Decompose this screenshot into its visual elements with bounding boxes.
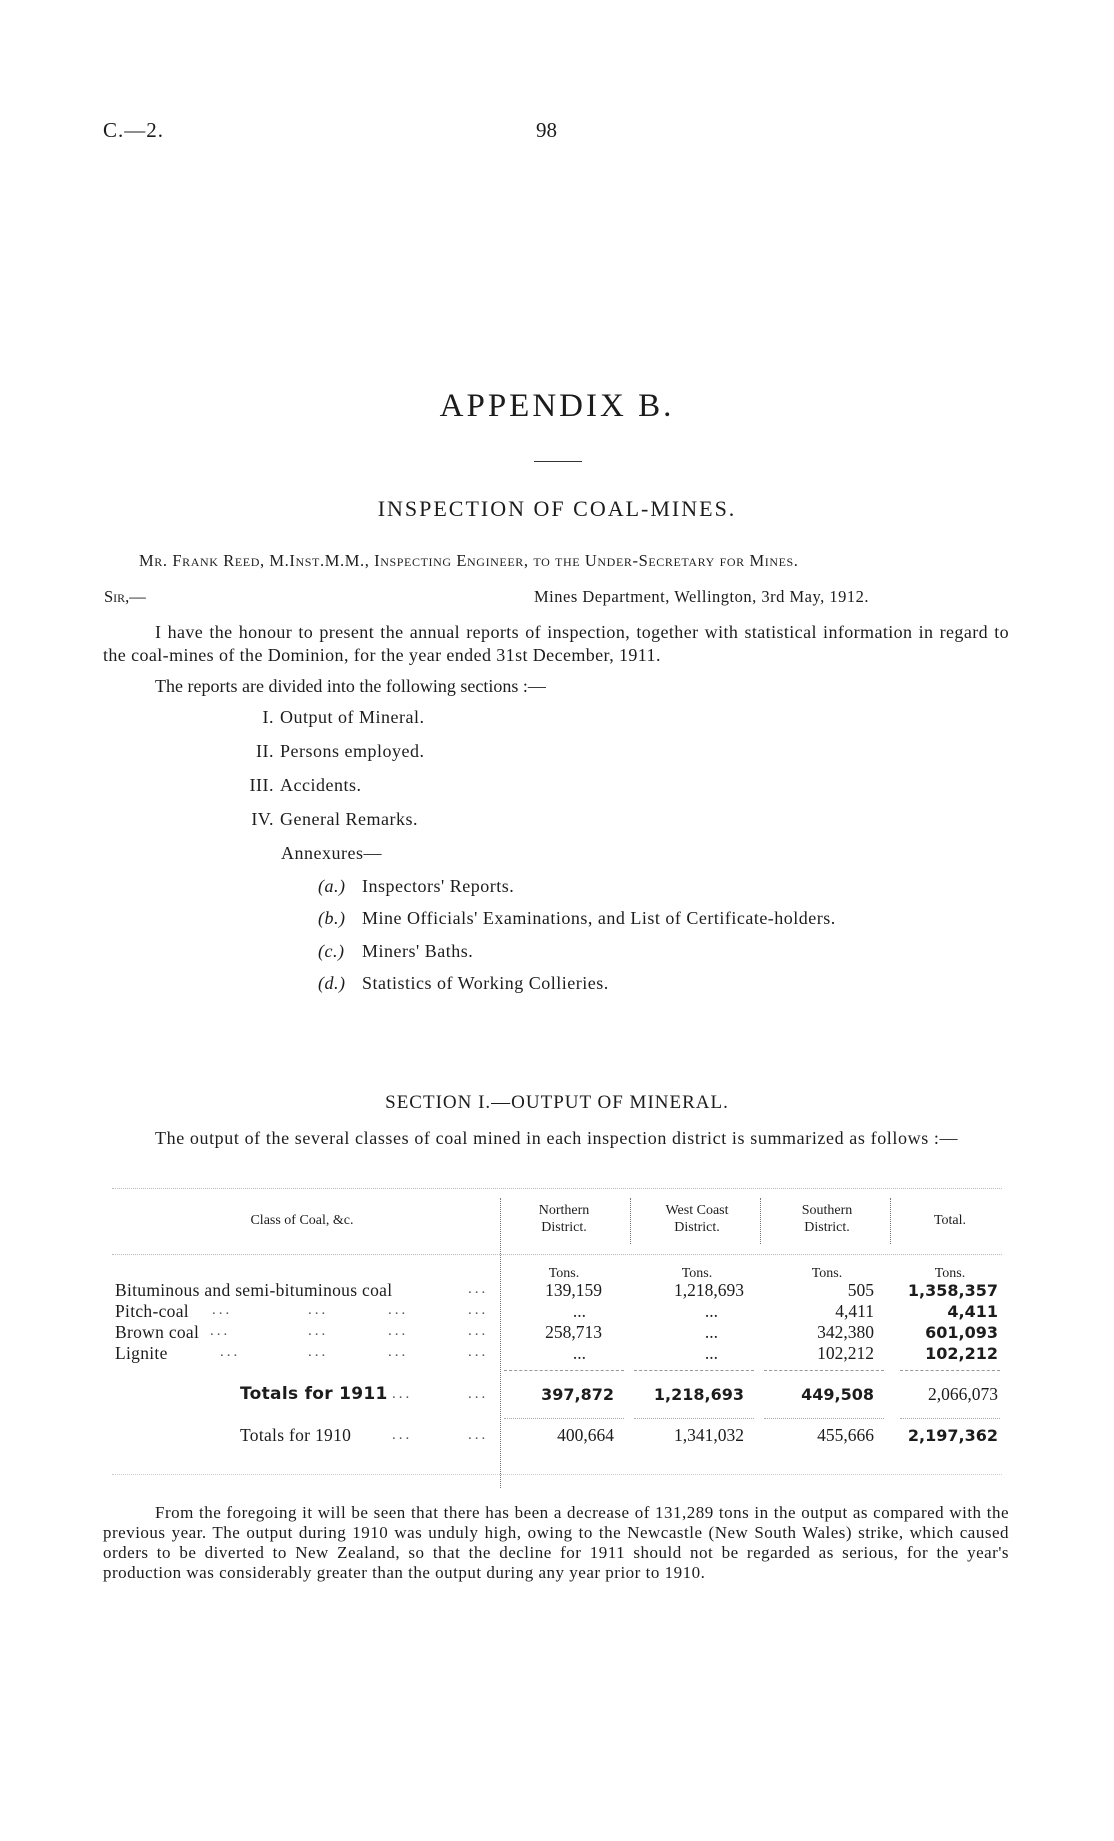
totals-1910-label: Totals for 1910 [240,1425,352,1445]
table-cell: 2,197,362 [907,1426,998,1445]
list-item-label: Statistics of Working Collieries. [362,973,609,993]
column-divider [890,1198,891,1244]
table-cell: ... [572,1343,586,1363]
leader-dots: ... [388,1344,409,1360]
row-label: Brown coal [115,1322,200,1342]
unit-label: Tons. [811,1266,843,1281]
table-cell: 1,218,693 [674,1280,744,1300]
table-cell: 601,093 [925,1323,998,1342]
unit-label: Tons. [934,1266,966,1281]
annexures-heading: Annexures— [281,843,382,863]
leader-dots: ... [468,1281,489,1297]
row-label: Lignite [115,1343,168,1363]
salutation: Sir,— [104,587,146,606]
address-line: Mr. Frank Reed, M.Inst.M.M., Inspecting Engineer, to the Under-Secretary for Mines. [139,551,799,570]
table-cell: 449,508 [801,1385,874,1404]
table-bottom-rule [112,1474,1002,1475]
table-cell: 400,664 [557,1425,614,1445]
subtotal-rule [504,1370,624,1371]
leader-dots: ... [210,1323,231,1339]
leader-dots: ... [468,1427,489,1443]
table-cell: 102,212 [817,1343,874,1363]
table-cell: 102,212 [925,1344,998,1363]
table-cell: 258,713 [545,1322,602,1342]
subtotal-rule [764,1370,884,1371]
subtotal-rule [634,1370,754,1371]
report-subtitle: INSPECTION OF COAL-MINES. [377,496,737,521]
row-rule [764,1418,884,1419]
leader-dots: ... [392,1386,413,1402]
row-rule [900,1418,1000,1419]
leader-dots: ... [392,1427,413,1443]
row-label: Bituminous and semi-bituminous coal [115,1280,393,1300]
table-cell: 2,066,073 [928,1384,998,1404]
leader-dots: ... [468,1323,489,1339]
output-table [112,1188,1002,1488]
list-item-number: (d.) [318,973,346,993]
leader-dots: ... [308,1344,329,1360]
column-header-southern [764,1202,890,1236]
totals-1911-label: Totals for 1911 [240,1384,388,1404]
column-header-total: Total. [933,1213,967,1228]
section-intro-paragraph: The output of the several classes of coal mined in each inspection district is summarized as follows :— [155,1128,959,1148]
leader-dots: ... [388,1302,409,1318]
table-cell: 4,411 [835,1301,874,1321]
subtotal-rule [900,1370,1000,1371]
page-number: 98 [536,118,557,142]
column-header-west-coast [634,1202,760,1236]
table-top-rule [112,1188,1002,1189]
column-header-northern [504,1202,624,1236]
document-reference: C.—2. [103,118,165,142]
list-item-number: (c.) [318,941,345,961]
table-cell: 1,358,357 [907,1281,998,1300]
column-divider [500,1198,501,1488]
header-rule [112,1254,1002,1255]
list-item-label: Accidents. [280,775,362,795]
table-cell: ... [704,1301,718,1321]
list-item-number: II. [256,741,274,761]
row-rule [634,1418,754,1419]
column-header-southern-line2: District. [804,1220,850,1235]
column-header-west-line2: District. [674,1220,720,1235]
table-cell: ... [704,1343,718,1363]
row-label: Pitch-coal [115,1301,189,1321]
table-cell: 397,872 [541,1385,614,1404]
dateline: Mines Department, Wellington, 3rd May, 1912. [534,587,870,606]
table-cell: ... [704,1322,718,1342]
closing-paragraph: From the foregoing it will be seen that there has been a decrease of 131,289 tons in the output as compared with the previous year. The output during 1910 was unduly high, owing to the Newcastle (New South Wales) strike, which caused orders to be diverted to New Zealand, so that the decline for 1911 should not be regarded as serious, for the year's production was considerably greater than the output during any year prior to 1910. [103,1503,1009,1582]
list-item-label: Inspectors' Reports. [362,876,515,896]
sections-intro: The reports are divided into the following sections :— [155,676,546,696]
table-cell: ... [572,1301,586,1321]
leader-dots: ... [308,1302,329,1318]
table-cell: 342,380 [817,1322,874,1342]
column-header-southern-line1: Southern [801,1203,853,1218]
column-header-northern-line2: District. [541,1220,587,1235]
list-item-number: IV. [251,809,274,829]
unit-label: Tons. [681,1266,713,1281]
leader-dots: ... [308,1323,329,1339]
intro-paragraph: I have the honour to present the annual reports of inspection, together with statistical information in regard to the coal-mines of the Dominion, for the year ended 31st December, 1911. [103,622,1009,665]
leader-dots: ... [468,1386,489,1402]
row-rule [504,1418,624,1419]
column-header-northern-line1: Northern [538,1203,590,1218]
list-item-label: General Remarks. [280,809,418,829]
leader-dots: ... [388,1323,409,1339]
table-cell: 4,411 [947,1302,998,1321]
appendix-title: APPENDIX B. [439,388,675,424]
leader-dots: ... [468,1302,489,1318]
leader-dots: ... [468,1344,489,1360]
title-divider [534,461,582,462]
list-item-number: I. [262,707,274,727]
table-cell: 1,218,693 [653,1385,744,1404]
list-item-number: (b.) [318,908,346,928]
column-divider [630,1198,631,1244]
section-title: SECTION I.—OUTPUT OF MINERAL. [385,1092,729,1113]
leader-dots: ... [212,1302,233,1318]
list-item-label: Mine Officials' Examinations, and List of Certificate-holders. [362,908,836,928]
column-header-west-line1: West Coast [665,1203,729,1218]
table-cell: 505 [847,1280,874,1300]
list-item-label: Output of Mineral. [280,707,425,727]
column-divider [760,1198,761,1244]
unit-label: Tons. [548,1266,580,1281]
list-item-label: Persons employed. [280,741,425,761]
table-cell: 139,159 [545,1280,602,1300]
column-header-class: Class of Coal, &c. [250,1213,354,1228]
leader-dots: ... [220,1344,241,1360]
list-item-number: III. [249,775,274,795]
table-cell: 455,666 [817,1425,874,1445]
table-cell: 1,341,032 [674,1425,744,1445]
list-item-number: (a.) [318,876,346,896]
list-item-label: Miners' Baths. [362,941,474,961]
